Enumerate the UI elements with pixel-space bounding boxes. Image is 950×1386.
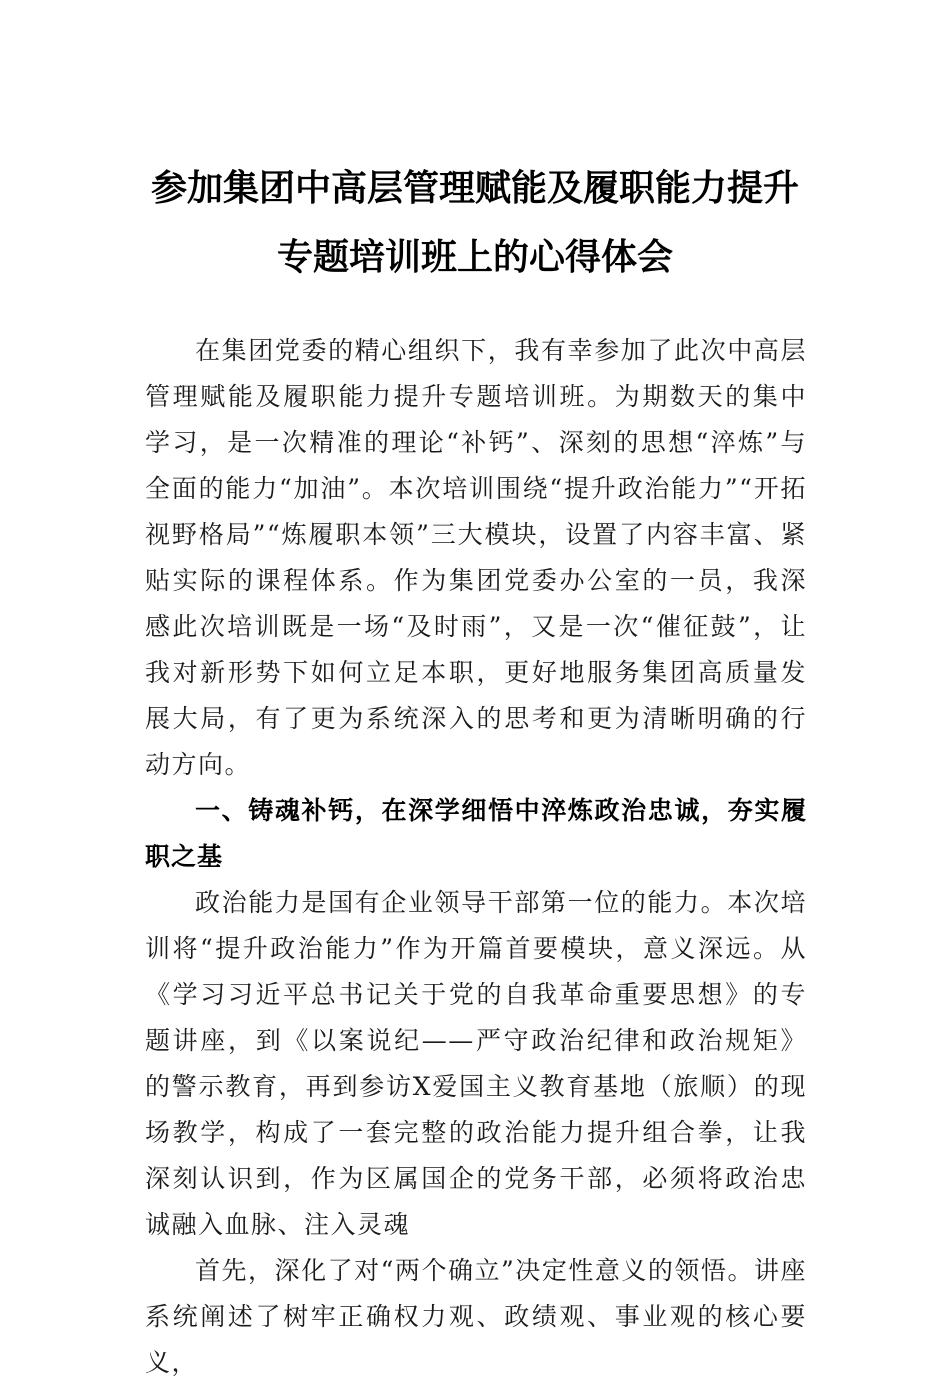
document-body: [145, 328, 807, 1386]
intro-paragraph: 在集团党委的精心组织下，我有幸参加了此次中高层管理赋能及履职能力提升专题培训班。为期数天的集中学习，是一次精准的理论“补钙”、深刻的思想“淬炼”与全面的能力“加油”。本次培训围绕“提升政治能力”“开拓视野格局”“炼履职本领”三大模块，设置了内容丰富、紧贴实际的课程体系。作为集团党委办公室的一员，我深感此次培训既是一场“及时雨”，又是一次“催征鼓”，让我对新形势下如何立足本职，更好地服务集团高质量发展大局，有了更为系统深入的思考和更为清晰明确的行动方向。: [145, 336, 807, 779]
section-1-paragraph-1: 政治能力是国有企业领导干部第一位的能力。本次培训将“提升政治能力”作为开篇首要模块，意义深远。从《学习习近平总书记关于党的自我革命重要思想》的专题讲座，到《以案说纪——严守政治纪律和政治规矩》的警示教育，再到参访X爱国主义教育基地（旅顺）的现场教学，构成了一套完整的政治能力提升组合拳，让我深刻认识到，作为区属国企的党务干部，必须将政治忠诚融入血脉、注入灵魂: [145, 888, 807, 1239]
section-1-paragraph-2: 首先，深化了对“两个确立”决定性意义的领悟。讲座系统阐述了树牢正确权力观、政绩观、事业观的核心要义，: [145, 1256, 807, 1377]
document-title-line-2: 专题培训班上的心得体会: [276, 236, 673, 278]
document-title-line-1: 参加集团中高层管理赋能及履职能力提升: [150, 167, 799, 209]
section-1-heading: 一、铸魂补钙，在深学细悟中淬炼政治忠诚，夯实履职之基: [145, 796, 807, 871]
